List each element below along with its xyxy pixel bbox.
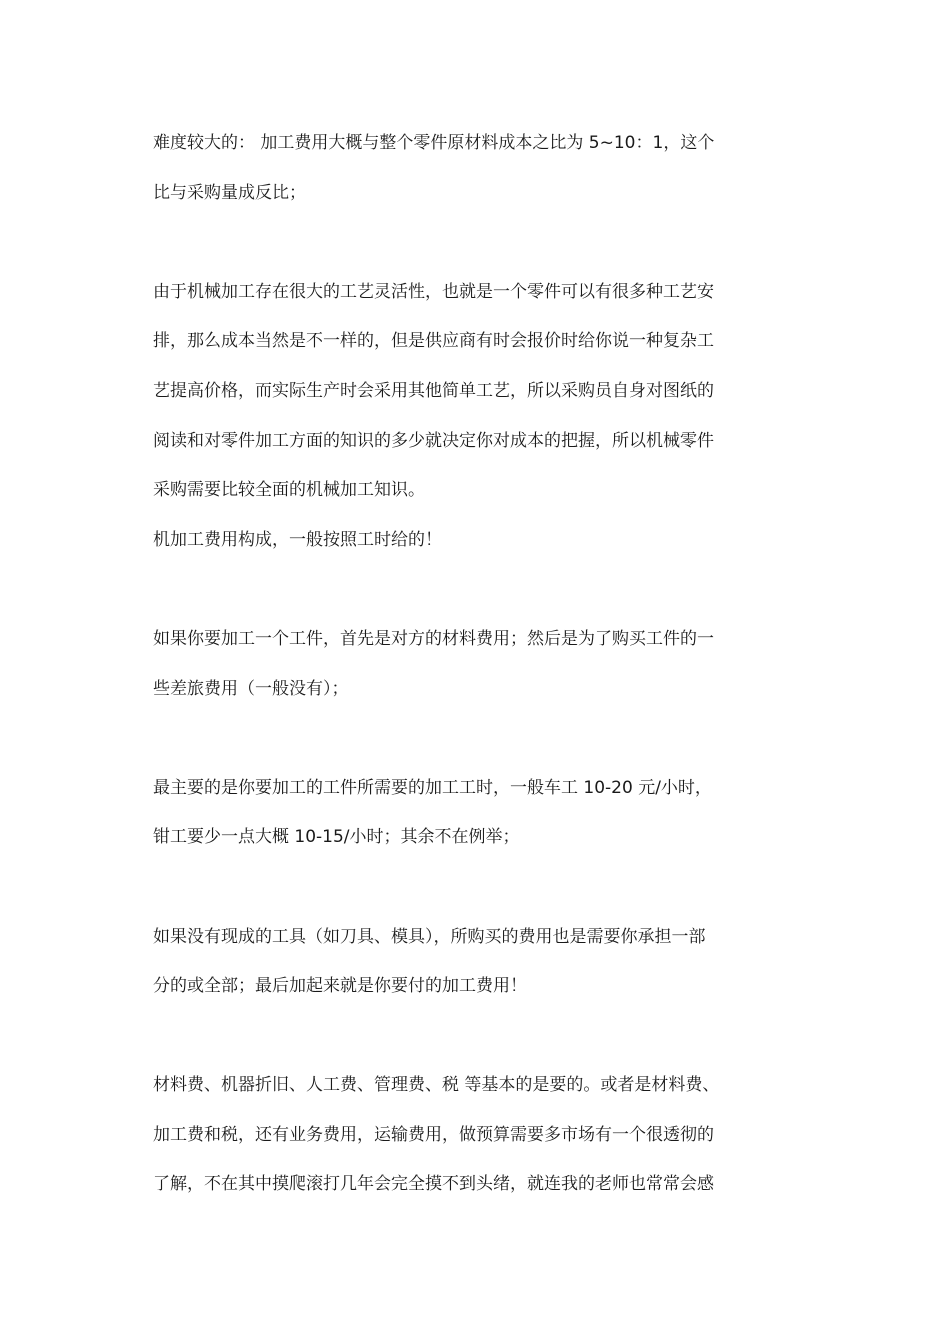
paragraph-material-and-travel-cost [153, 615, 799, 714]
document-body [153, 119, 799, 1210]
text-line: 钳工要少一点大概 10-15/小时；其余不在例举； [153, 827, 520, 848]
paragraph-labor-hours [153, 764, 799, 863]
paragraph-gap [153, 714, 799, 764]
text-line: 采购需要比较全面的机械加工知识。 [153, 480, 425, 501]
text-line: 难度较大的： 加工费用大概与整个零件原材料成本之比为 5~10：1，这个 [153, 133, 715, 153]
text-line: 阅读和对零件加工方面的知识的多少就决定你对成本的把握，所以机械零件 [153, 430, 714, 451]
paragraph-tooling-cost [153, 913, 799, 1012]
text-line: 了解，不在其中摸爬滚打几年会完全摸不到头绪，就连我的老师也常常会感 [153, 1174, 714, 1195]
text-line: 最主要的是你要加工的工件所需要的加工工时，一般车工 10-20 元/小时， [153, 777, 712, 798]
text-line: 机加工费用构成，一般按照工时给的！ [153, 529, 442, 550]
text-line: 材料费、机器折旧、人工费、管理费、税 等基本的是要的。或者是材料费、 [153, 1075, 720, 1096]
paragraph-cost-components [153, 1061, 799, 1210]
paragraph-gap [153, 218, 799, 268]
text-line: 比与采购量成反比； [153, 182, 306, 203]
text-line: 些差旅费用（一般没有）； [153, 678, 349, 699]
text-line: 艺提高价格，而实际生产时会采用其他简单工艺，所以采购员自身对图纸的 [153, 380, 714, 401]
paragraph-gap [153, 1012, 799, 1062]
paragraph-gap [153, 565, 799, 615]
paragraph-processing-cost-ratio [153, 119, 799, 218]
text-line: 如果没有现成的工具（如刀具、模具），所购买的费用也是需要你承担一部 [153, 926, 706, 947]
text-line: 由于机械加工存在很大的工艺灵活性，也就是一个零件可以有很多种工艺安 [153, 281, 714, 302]
text-line: 加工费和税，还有业务费用，运输费用，做预算需要多市场有一个很透彻的 [153, 1124, 714, 1145]
text-line: 分的或全部；最后加起来就是你要付的加工费用！ [153, 976, 527, 997]
paragraph-process-flexibility [153, 268, 799, 566]
text-line: 如果你要加工一个工件，首先是对方的材料费用；然后是为了购买工件的一 [153, 628, 714, 649]
paragraph-gap [153, 863, 799, 913]
text-line: 排，那么成本当然是不一样的，但是供应商有时会报价时给你说一种复杂工 [153, 331, 714, 352]
